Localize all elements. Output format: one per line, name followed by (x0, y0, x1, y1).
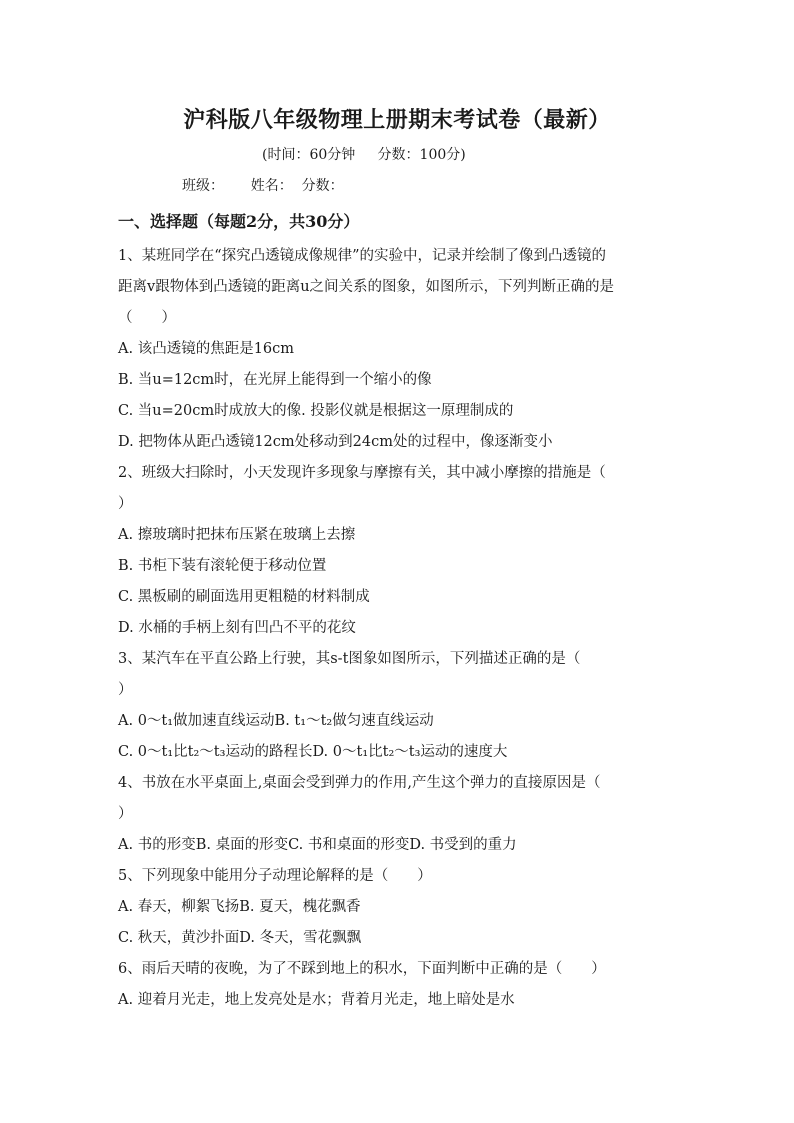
question-body (118, 244, 678, 1019)
text-line: D. 把物体从距凸透镜12cm处移动到24cm处的过程中，像逐渐变小 (118, 434, 553, 450)
text-line: 1、某班同学在“探究凸透镜成像规律”的实验中，记录并绘制了像到凸透镜的 (118, 248, 607, 264)
exam-title: 沪科版八年级物理上册期末考试卷（最新） (183, 107, 611, 133)
score-label: 分数： (301, 178, 344, 194)
text-line: A. 0～t₁做加速直线运动B. t₁～t₂做匀速直线运动 (118, 713, 434, 729)
text-line: ） (118, 682, 133, 698)
text-line: （ ） (118, 310, 176, 326)
text-line: 距离v跟物体到凸透镜的距离u之间关系的图象，如图所示，下列判断正确的是 (118, 279, 615, 295)
text-line: 5、下列现象中能用分子动理论解释的是（ ） (118, 868, 432, 884)
exam-meta (262, 144, 466, 164)
text-line: C. 黑板刷的刷面选用更粗糙的材料制成 (118, 589, 370, 605)
text-line: A. 书的形变B. 桌面的形变C. 书和桌面的形变D. 书受到的重力 (118, 837, 517, 853)
text-line: 2、班级大扫除时，小天发现许多现象与摩擦有关，其中减小摩擦的措施是（ (118, 465, 606, 481)
section-heading: 一、选择题（每题2分，共30分） (118, 212, 360, 231)
name-label: 姓名： (250, 178, 293, 194)
text-line: 4、书放在水平桌面上,桌面会受到弹力的作用,产生这个弹力的直接原因是（ (118, 775, 601, 791)
text-line: 3、某汽车在平直公路上行驶，其s-t图象如图所示，下列描述正确的是（ (118, 651, 581, 667)
text-line: 6、雨后天晴的夜晚，为了不踩到地上的积水，下面判断中正确的是（ ） (118, 961, 606, 977)
exam-total-score: 分数：100分) (377, 147, 466, 163)
text-line: A. 该凸透镜的焦距是16cm (118, 341, 295, 357)
text-line: C. 0～t₁比t₂～t₃运动的路程长D. 0～t₁比t₂～t₃运动的速度大 (118, 744, 508, 760)
text-line: B. 书柜下装有滚轮便于移动位置 (118, 558, 327, 574)
text-line: A. 擦玻璃时把抹布压紧在玻璃上去擦 (118, 527, 356, 543)
text-line: ） (118, 806, 133, 822)
class-label: 班级： (182, 178, 224, 194)
text-line: B. 当u=12cm时，在光屏上能得到一个缩小的像 (118, 372, 432, 388)
student-info-line (182, 175, 344, 195)
exam-time: (时间：60分钟 (262, 147, 356, 163)
text-line: A. 迎着月光走，地上发亮处是水；背着月光走，地上暗处是水 (118, 992, 515, 1008)
text-line: D. 水桶的手柄上刻有凹凸不平的花纹 (118, 620, 356, 636)
text-line: C. 秋天，黄沙扑面D. 冬天，雪花飘飘 (118, 930, 362, 946)
text-line: C. 当u=20cm时成放大的像. 投影仪就是根据这一原理制成的 (118, 403, 514, 419)
text-line: ） (118, 496, 133, 512)
text-line: A. 春天，柳絮飞扬B. 夏天，槐花飘香 (118, 899, 361, 915)
